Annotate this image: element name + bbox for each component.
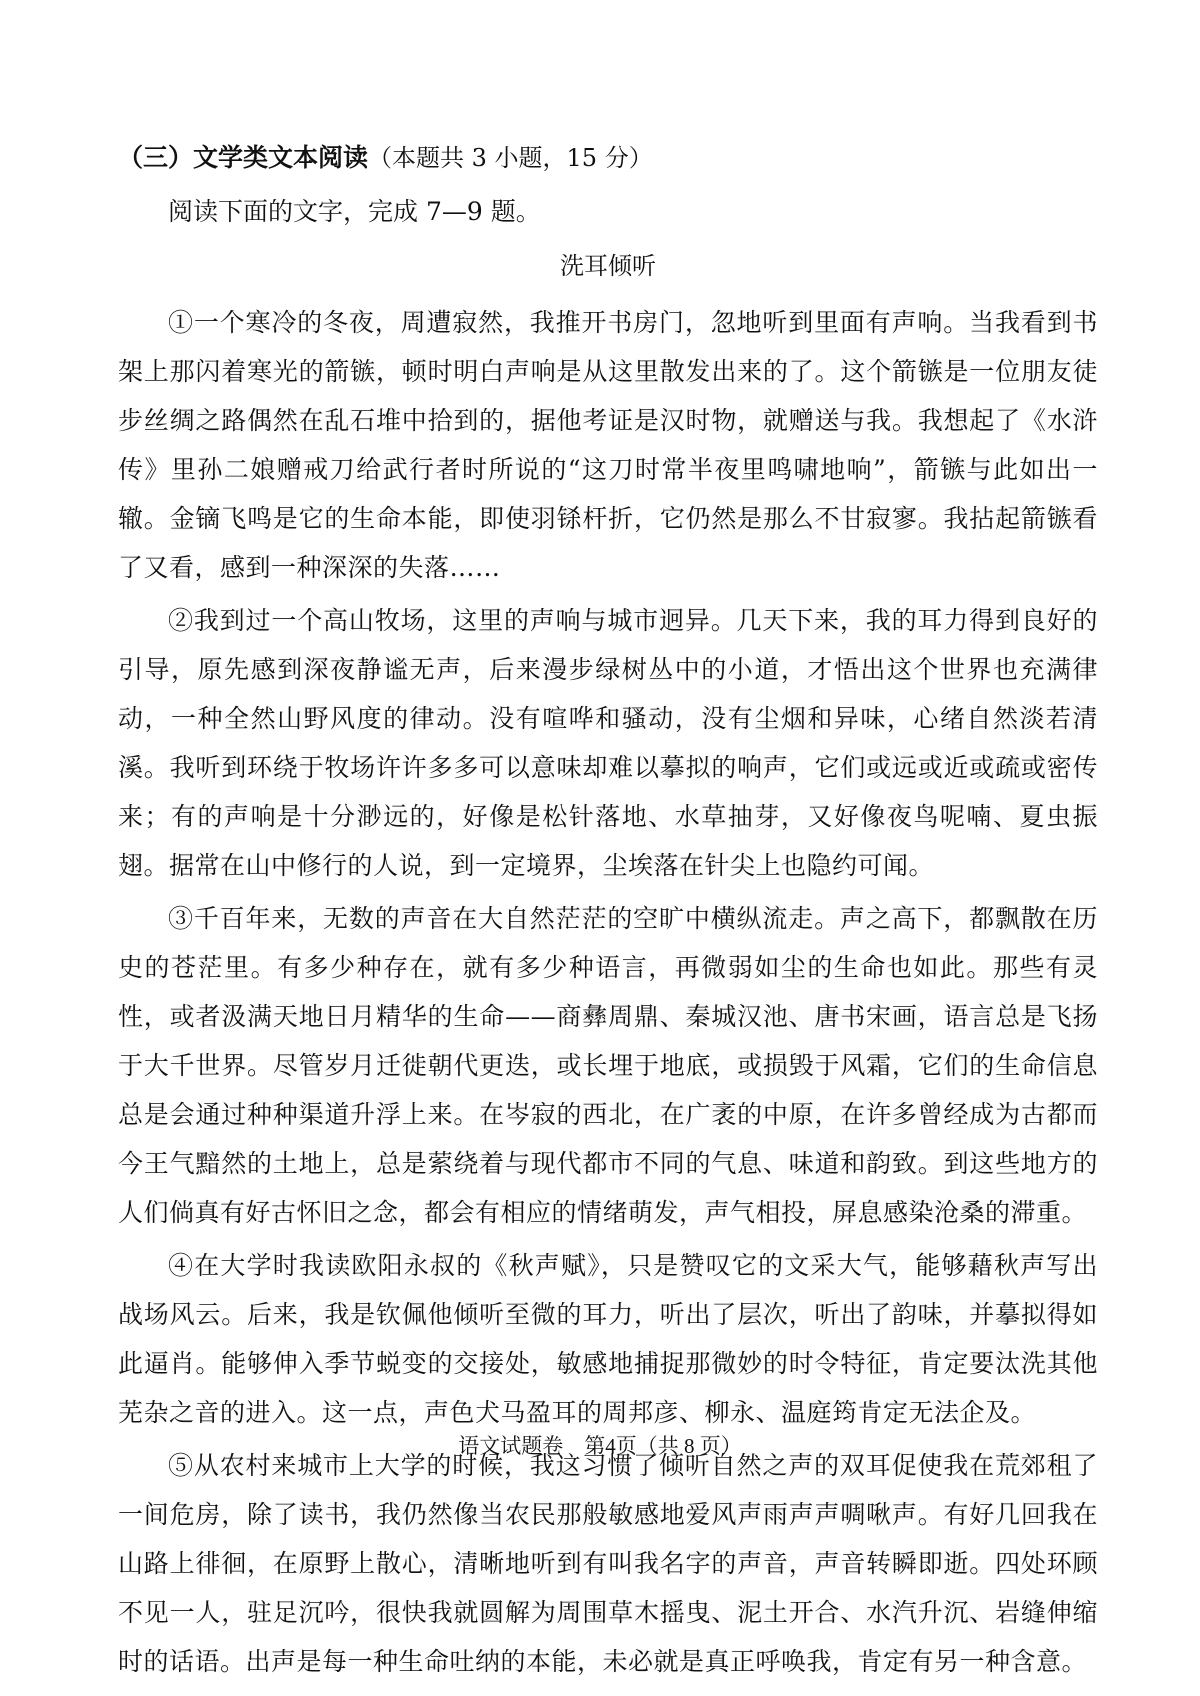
article-paragraph-5: ⑤从农村来城市上大学的时候，我这习惯了倾听自然之声的双耳促使我在荒郊租了一间危房，除了读书，我仍然像当农民那般敏感地爱风声雨声声啁啾声。有好几回我在山路上徘徊，在原野上散心，清晰地听到有叫我名字的声音，声音转瞬即逝。四处环顾不见一人，驻足沉吟，很快我就圆解为周围草木摇曳、泥土开合、水汽升沉、岩缝伸缩时的话语。出声是每一种生命吐纳的本能，未必就是真正呼唤我，肯定有另一种含意。 (118, 1451, 1098, 1676)
article-paragraph-2: ②我到过一个高山牧场，这里的声响与城市迥异。几天下来，我的耳力得到良好的引导，原先感到深夜静谧无声，后来漫步绿树丛中的小道，才悟出这个世界也充满律动，一种全然山野风度的律动。没有喧哗和骚动，没有尘烟和异味，心绪自然淡若清溪。我听到环绕于牧场许许多多可以意味却难以摹拟的响声，它们或远或近或疏或密传来；有的声响是十分渺远的，好像是松针落地、水草抽芽，又好像夜鸟呢喃、夏虫振翅。据常在山中修行的人说，到一定境界，尘埃落在针尖上也隐约可闻。 (118, 606, 1098, 880)
page-footer: 语文试题卷 第4页（共 8 页） (458, 1434, 742, 1458)
reading-instruction: 阅读下面的文字，完成 7—9 题。 (168, 197, 541, 226)
article-paragraph-4: ④在大学时我读欧阳永叔的《秋声赋》，只是赞叹它的文采大气，能够藉秋声写出战场风云。后来，我是钦佩他倾听至微的耳力，听出了层次，听出了韵味，并摹拟得如此逼肖。能够伸入季节蜕变的交接处，敏感地捕捉那微妙的时令特征，肯定要汰洗其他芜杂之音的进入。这一点，声色犬马盈耳的周邦彦、柳永、温庭筠肯定无法企及。 (118, 1251, 1098, 1427)
article-paragraph-1: ①一个寒冷的冬夜，周遭寂然，我推开书房门，忽地听到里面有声响。当我看到书架上那闪着寒光的箭镞，顿时明白声响是从这里散发出来的了。这个箭镞是一位朋友徒步丝绸之路偶然在乱石堆中拾到的，据他考证是汉时物，就赠送与我。我想起了《水浒传》里孙二娘赠戒刀给武行者时所说的“这刀时常半夜里鸣啸地响”，箭镞与此如出一辙。金镝飞鸣是它的生命本能，即使羽铩杆折，它仍然是那么不甘寂寥。我拈起箭镞看了又看，感到一种深深的失落…… (118, 308, 1098, 582)
section-heading (118, 136, 1098, 180)
section-title: （三）文学类文本阅读 (118, 143, 369, 172)
article-paragraph-3: ③千百年来，无数的声音在大自然茫茫的空旷中横纵流走。声之高下，都飘散在历史的苍茫里。有多少种存在，就有多少种语言，再微弱如尘的生命也如此。那些有灵性，或者汲满天地日月精华的生命——商彝周鼎、秦城汉池、唐书宋画，语言总是飞扬于大千世界。尽管岁月迁徙朝代更迭，或长埋于地底，或损毁于风霜，它们的生命信息总是会通过种种渠道升浮上来。在岑寂的西北，在广袤的中原，在许多曾经成为古都而今王气黯然的土地上，总是萦绕着与现代都市不同的气息、味道和韵致。到这些地方的人们倘真有好古怀旧之念，都会有相应的情绪萌发，声气相投，屏息感染沧桑的滞重。 (118, 904, 1098, 1227)
section-score-note: （本题共 3 小题，15 分） (368, 144, 653, 172)
article-title: 洗耳倾听 (560, 252, 656, 280)
